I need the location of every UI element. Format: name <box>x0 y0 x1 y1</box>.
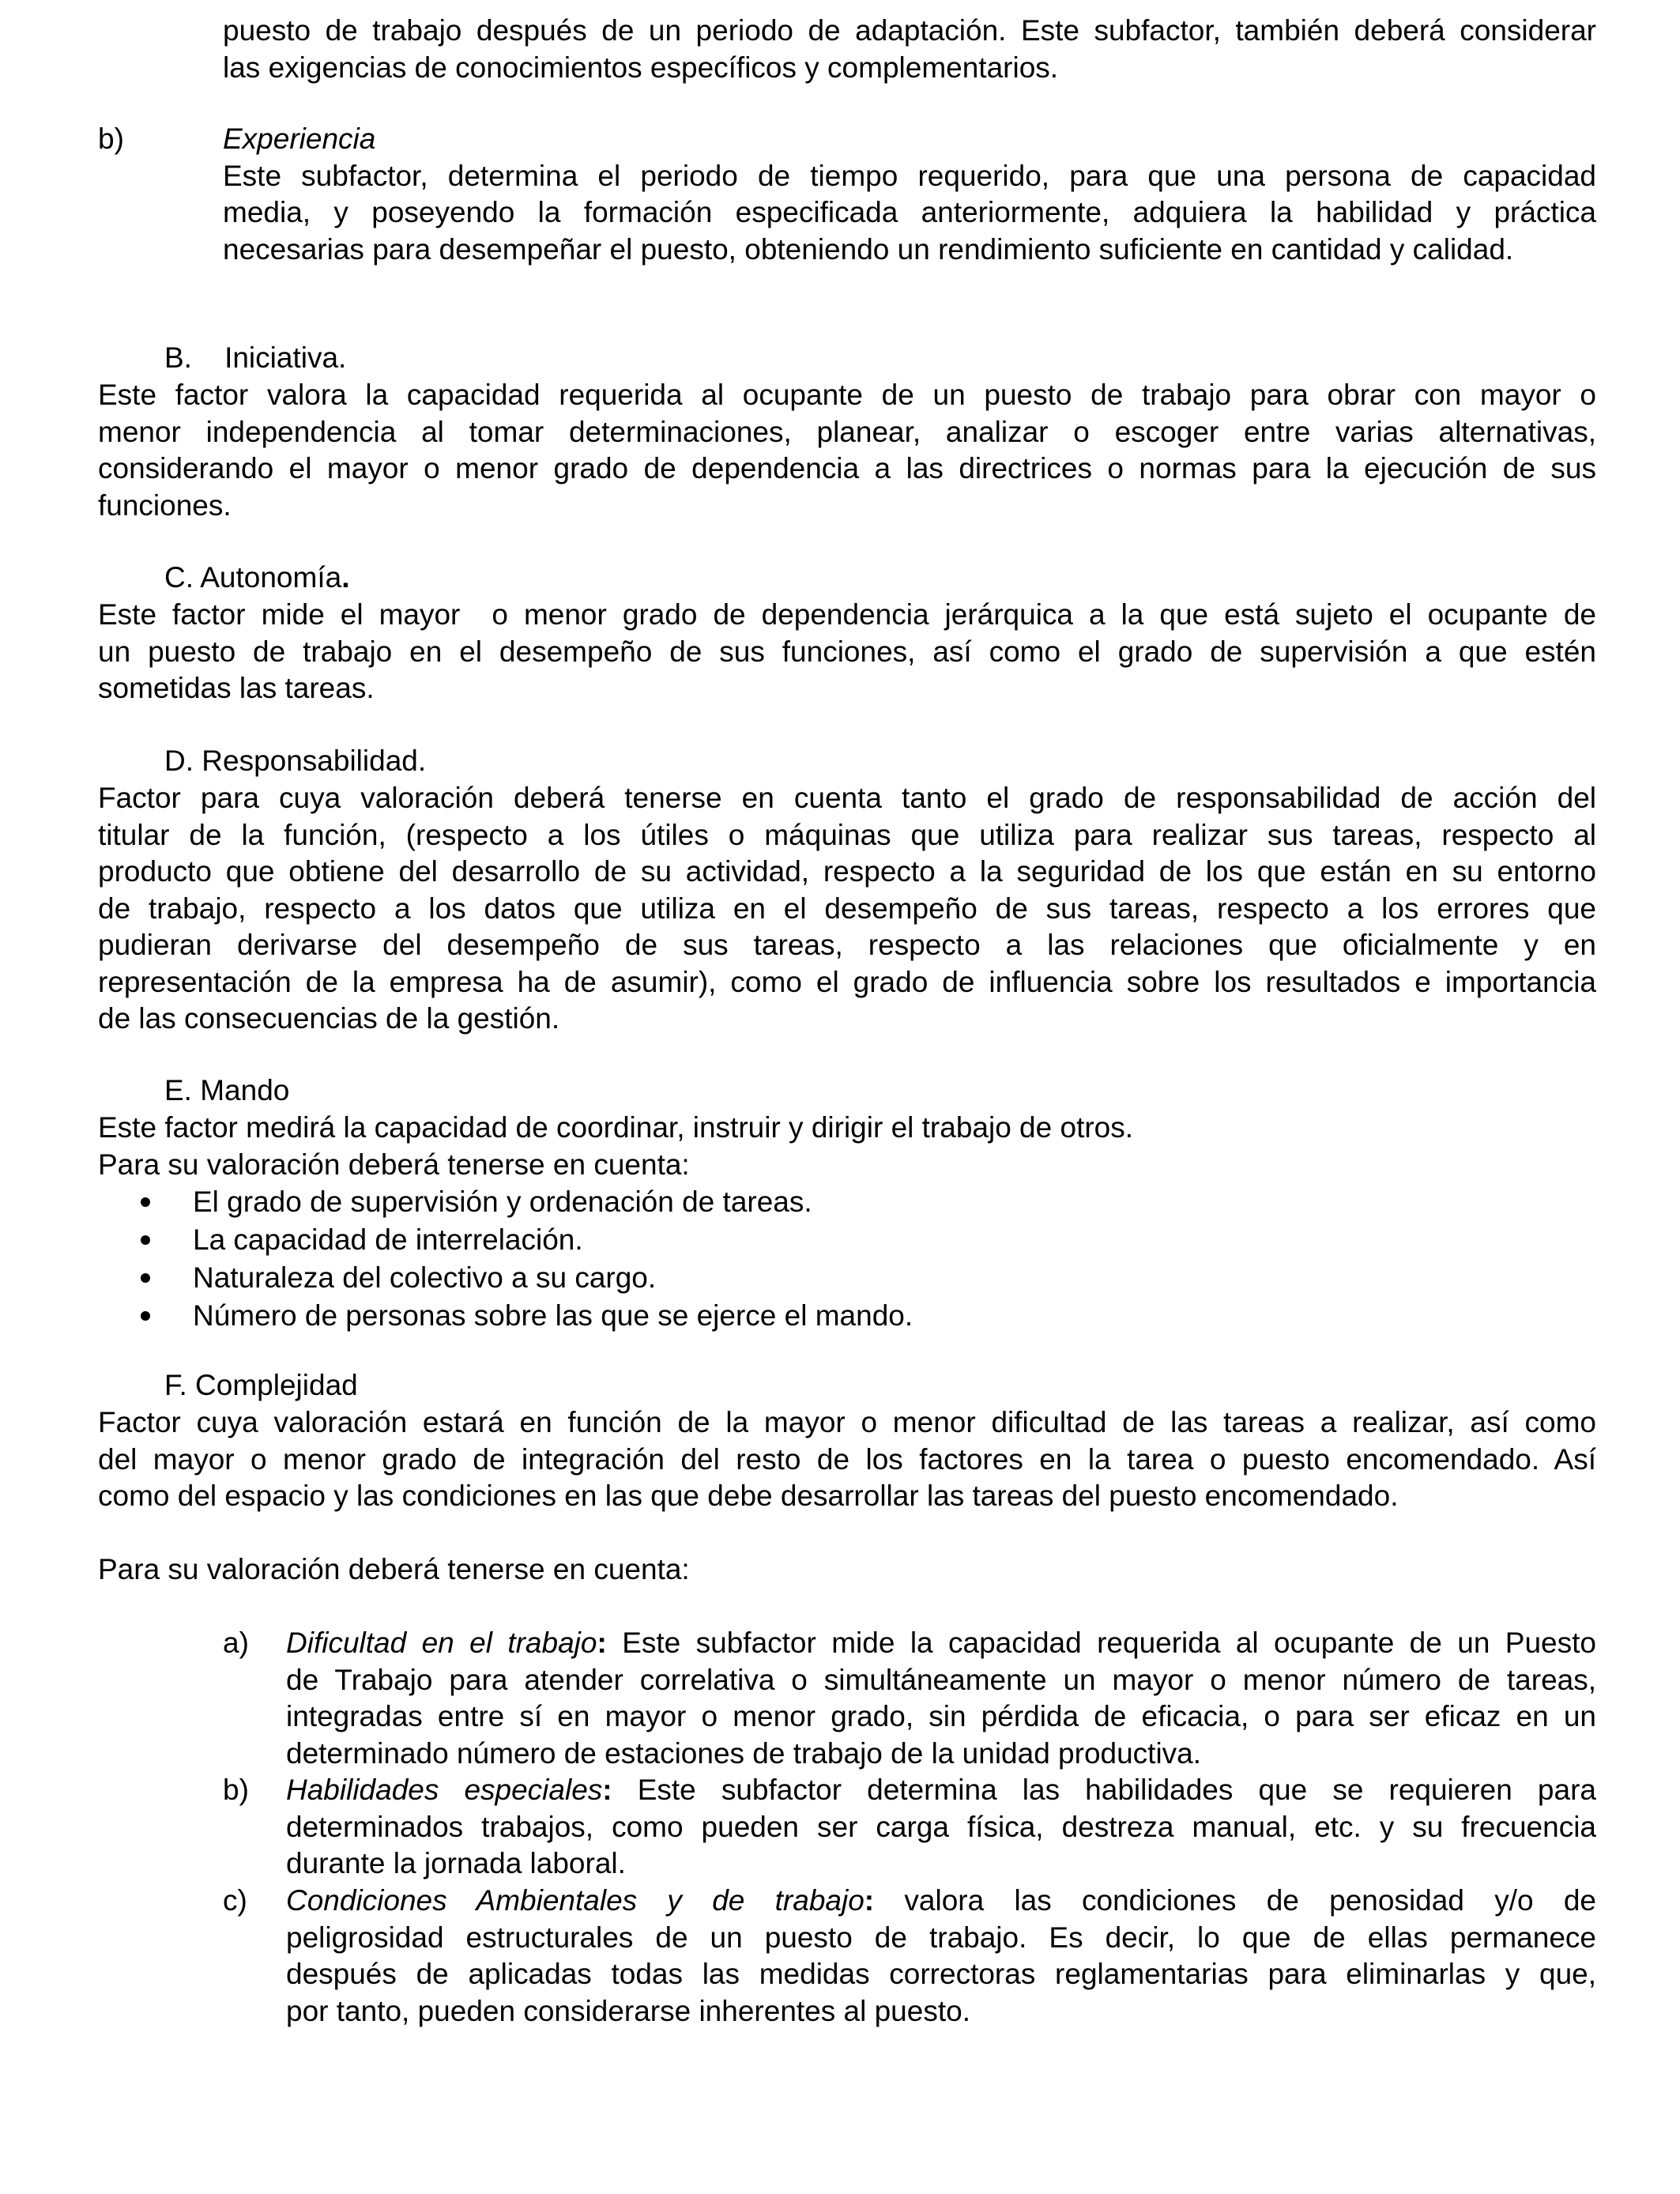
complejidad-para: Para su valoración deberá tenerse en cuenta: <box>98 1553 690 1585</box>
bullet-icon <box>141 1235 150 1245</box>
mando-bullet-list <box>98 1184 1596 1334</box>
item-line: integradas entre sí en mayor o menor grado, sin pérdida de eficacia, o para ser eficaz en un <box>286 1700 1596 1732</box>
list-marker: b) <box>98 123 124 155</box>
subfactor-title: Habilidades especiales <box>286 1774 603 1806</box>
paragraph-line: Este factor medirá la capacidad de coordinar, instruir y dirigir el trabajo de otros. <box>98 1111 1134 1144</box>
bullet-icon <box>141 1311 150 1321</box>
iniciativa-paragraph <box>98 377 1596 524</box>
responsabilidad-paragraph <box>98 780 1596 1038</box>
item-text: Este subfactor mide la capacidad requerida al ocupante de un Puesto <box>606 1627 1596 1659</box>
paragraph-line: funciones. <box>98 488 232 522</box>
title-colon: : <box>602 1774 612 1806</box>
autonomia-paragraph <box>98 597 1596 707</box>
paragraph-line: menor independencia al tomar determinaciones, planear, analizar o escoger entre varias alternativas, <box>98 415 1596 448</box>
section-heading-mando: E. Mando <box>164 1074 290 1106</box>
item-first-line <box>286 1883 1596 1920</box>
paragraph-line: como del espacio y las condiciones en las que debe desarrollar las tareas del puesto encomendado. <box>98 1480 1399 1512</box>
paragraph-line: pudieran derivarse del desempeño de sus tareas, respecto a las relaciones que oficialmente y en <box>98 929 1596 961</box>
list-item: Naturaleza del colectivo a su cargo. <box>193 1261 657 1294</box>
subfactor-title: Condiciones Ambientales y de trabajo <box>286 1884 864 1917</box>
section-heading-iniciativa: B. Iniciativa. <box>164 341 347 374</box>
bullet-icon <box>141 1197 150 1207</box>
intro-paragraph <box>223 13 1596 86</box>
paragraph-line: Este factor mide el mayor o menor grado de dependencia jerárquica a la que está sujeto el ocupante de <box>98 598 1596 631</box>
list-item: El grado de supervisión y ordenación de tareas. <box>193 1186 812 1218</box>
paragraph-line: Para su valoración deberá tenerse en cuenta: <box>98 1148 690 1181</box>
experiencia-section <box>223 121 1596 268</box>
subfactor-title: Dificultad en el trabajo <box>286 1627 597 1659</box>
item-line: después de aplicadas todas las medidas correctoras reglamentarias para eliminarlas y que, <box>286 1958 1596 1990</box>
item-line: de Trabajo para atender correlativa o simultáneamente un mayor o menor número de tareas, <box>286 1663 1596 1696</box>
list-marker: b) <box>223 1774 249 1806</box>
list-item: La capacidad de interrelación. <box>193 1223 583 1256</box>
paragraph-line: titular de la función, (respecto a los útiles o máquinas que utiliza para realizar sus tareas, respecto al <box>98 818 1596 851</box>
mando-paragraph <box>98 1110 1596 1183</box>
paragraph-line: Factor cuya valoración estará en función de la mayor o menor dificultad de las tareas a realizar, así como <box>98 1406 1596 1438</box>
subfactor-item <box>286 1772 1596 1883</box>
paragraph-line: de las consecuencias de la gestión. <box>98 1002 560 1035</box>
paragraph-line: sometidas las tareas. <box>98 672 375 704</box>
item-line: por tanto, pueden considerarse inherentes al puesto. <box>286 1994 970 2027</box>
item-first-line <box>286 1772 1596 1809</box>
bullet-icon <box>141 1273 150 1283</box>
item-first-line <box>286 1625 1596 1662</box>
subfactor-item <box>286 1625 1596 1772</box>
experiencia-line: media, y poseyendo la formación especificada anteriormente, adquiera la habilidad y práctica <box>223 196 1596 228</box>
experiencia-line: necesarias para desempeñar el puesto, obteniendo un rendimiento suficiente en cantidad y calidad. <box>223 232 1514 266</box>
subfactor-title: Experiencia <box>223 123 376 155</box>
item-line: durante la jornada laboral. <box>286 1847 626 1879</box>
item-line: peligrosidad estructurales de un puesto de trabajo. Es decir, lo que de ellas permanece <box>286 1921 1596 1954</box>
item-text: Este subfactor determina las habilidades que se requieren para <box>612 1774 1596 1806</box>
list-marker: a) <box>223 1627 249 1659</box>
intro-line: las exigencias de conocimientos específicos y complementarios. <box>223 51 1059 84</box>
paragraph-line: representación de la empresa ha de asumir), como el grado de influencia sobre los resultados e importancia <box>98 965 1596 998</box>
heading-text: C. Autonomía <box>164 561 342 594</box>
paragraph-line: del mayor o menor grado de integración del resto de los factores en la tarea o puesto encomendado. Así <box>98 1442 1596 1476</box>
heading-dot: . <box>341 561 350 594</box>
intro-line: puesto de trabajo después de un periodo de adaptación. Este subfactor, también deberá considerar <box>223 14 1596 47</box>
list-item: Número de personas sobre las que se ejerce el mando. <box>193 1299 913 1332</box>
section-heading-responsabilidad: D. Responsabilidad. <box>164 745 427 777</box>
list-marker: c) <box>223 1884 247 1917</box>
experiencia-line: Este subfactor, determina el periodo de tiempo requerido, para que una persona de capacidad <box>223 159 1596 192</box>
paragraph-line: producto que obtiene del desarrollo de su actividad, respecto a la seguridad de los que están en su entorno <box>98 855 1596 888</box>
paragraph-line: considerando el mayor o menor grado de dependencia a las directrices o normas para la ejecución de sus <box>98 452 1596 484</box>
subfactor-item <box>286 1883 1596 2030</box>
section-heading-complejidad: F. Complejidad <box>164 1369 358 1401</box>
complejidad-paragraph <box>98 1404 1596 1515</box>
paragraph-line: un puesto de trabajo en el desempeño de sus funciones, así como el grado de supervisión a que estén <box>98 635 1596 668</box>
paragraph-line: de trabajo, respecto a los datos que utiliza en el desempeño de sus tareas, respecto a los errores que <box>98 892 1596 925</box>
paragraph-line: Este factor valora la capacidad requerida al ocupante de un puesto de trabajo para obrar con mayor o <box>98 379 1596 411</box>
item-line: determinado número de estaciones de trabajo de la unidad productiva. <box>286 1736 1202 1770</box>
title-colon: : <box>597 1627 607 1659</box>
item-line: determinados trabajos, como pueden ser carga física, destreza manual, etc. y su frecuencia <box>286 1810 1596 1843</box>
title-colon: : <box>864 1884 875 1917</box>
paragraph-line: Factor para cuya valoración deberá tenerse en cuenta tanto el grado de responsabilidad de acción del <box>98 782 1596 814</box>
section-heading-autonomia <box>164 560 349 597</box>
item-text: valora las condiciones de penosidad y/o de <box>874 1884 1596 1917</box>
